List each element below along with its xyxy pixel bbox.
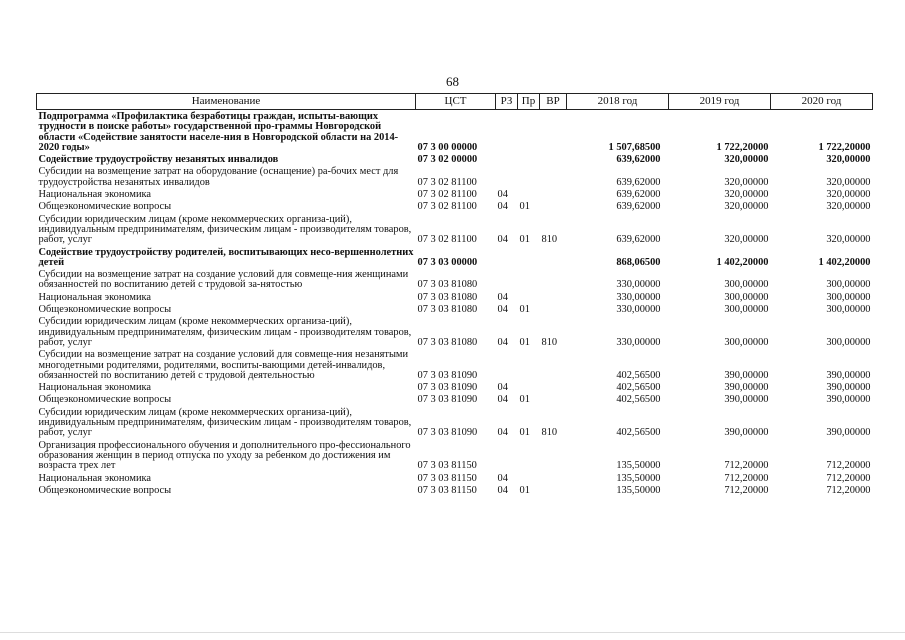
cell-name: Национальная экономика — [38, 382, 152, 394]
cell-y2020: 1 402,20000 — [818, 256, 871, 268]
cell-rz — [496, 165, 518, 188]
cell-y2019: 320,00000 — [724, 189, 769, 201]
cell-y2020: 320,00000 — [826, 201, 871, 213]
cell-y2019: 712,20000 — [724, 472, 769, 484]
table-row — [37, 381, 873, 393]
cell-name: Общеэкономические вопросы — [38, 484, 172, 496]
cell-vr: 810 — [541, 234, 558, 246]
cell-y2020: 300,00000 — [826, 304, 871, 316]
table-row — [37, 393, 873, 405]
cell-y2019: 390,00000 — [724, 382, 769, 394]
cell-vr — [540, 200, 567, 212]
cell-vr — [540, 381, 567, 393]
table-row — [37, 291, 873, 303]
table-row — [37, 406, 873, 439]
cell-cst: 07 3 03 81080 — [417, 336, 478, 348]
cell-rz — [496, 348, 518, 381]
cell-cst: 07 3 03 81150 — [417, 472, 477, 484]
cell-y2018: 639,62000 — [616, 201, 661, 213]
cell-name: Общеэкономические вопросы — [38, 304, 172, 316]
cell-vr — [540, 393, 567, 405]
cell-name: Субсидии на возмещение затрат на оборудование (оснащение) ра-бочих мест для трудоустройства незанятых инвалидов — [38, 166, 399, 188]
cell-name: Подпрограмма «Профилактика безработицы граждан, испыты-вающих трудности в поиске работы» государственной про-граммы Новгородской области «Содействие занятости населе-ния в Новгородской области на 2014-2020 годы» — [38, 111, 399, 153]
cell-y2018: 402,56500 — [616, 369, 661, 381]
cell-pr — [518, 165, 540, 188]
cell-vr — [540, 439, 567, 472]
cell-y2020: 712,20000 — [826, 460, 871, 472]
cell-pr: 01 — [519, 336, 530, 348]
cell-y2019: 300,00000 — [724, 291, 769, 303]
scan-edge-divider — [0, 632, 905, 633]
cell-y2019: 712,20000 — [724, 460, 769, 472]
cell-y2018: 402,56500 — [616, 394, 661, 406]
cell-vr — [540, 165, 567, 188]
cell-rz — [496, 153, 518, 165]
table-row — [37, 165, 873, 188]
header-rz: РЗ — [496, 94, 518, 110]
cell-pr — [518, 110, 540, 154]
cell-y2019: 320,00000 — [724, 176, 769, 188]
table-row — [37, 188, 873, 200]
table-row — [37, 484, 873, 496]
cell-y2020: 300,00000 — [826, 336, 871, 348]
cell-pr — [518, 472, 540, 484]
cell-vr — [540, 110, 567, 154]
cell-y2020: 390,00000 — [826, 382, 871, 394]
cell-y2020: 300,00000 — [826, 279, 871, 291]
cell-pr — [518, 439, 540, 472]
cell-name: Субсидии юридическим лицам (кроме некоммерческих организа-ций), индивидуальным предпринимателям, физическим лицам - производителям товаров, работ, услуг — [38, 316, 412, 348]
cell-name: Организация профессионального обучения и дополнительного про-фессионального образования женщин в период отпуска по уходу за ребенком до достижения им возраста трех лет — [38, 439, 411, 472]
header-2019: 2019 год — [669, 94, 771, 110]
cell-y2020: 320,00000 — [826, 176, 871, 188]
cell-vr — [540, 246, 567, 269]
cell-y2020: 390,00000 — [826, 394, 871, 406]
cell-rz: 04 — [497, 427, 508, 439]
cell-pr: 01 — [519, 234, 530, 246]
table-row — [37, 200, 873, 212]
cell-y2019: 390,00000 — [724, 369, 769, 381]
cell-y2020: 1 722,20000 — [818, 141, 871, 153]
cell-rz — [496, 439, 518, 472]
header-cst: ЦСТ — [416, 94, 496, 110]
cell-y2018: 402,56500 — [616, 427, 661, 439]
cell-rz: 04 — [497, 484, 508, 496]
cell-y2019: 1 402,20000 — [716, 256, 769, 268]
table-row — [37, 439, 873, 472]
cell-y2018: 135,50000 — [616, 472, 661, 484]
cell-cst: 07 3 03 81080 — [417, 279, 478, 291]
cell-pr — [518, 268, 540, 291]
table-row — [37, 153, 873, 165]
cell-rz — [496, 110, 518, 154]
cell-rz: 04 — [497, 304, 508, 316]
cell-name: Субсидии юридическим лицам (кроме некоммерческих организа-ций), индивидуальным предпринимателям, физическим лицам - производителям товаров, работ, услуг — [38, 406, 412, 439]
cell-cst: 07 3 00 00000 — [417, 141, 478, 153]
cell-cst: 07 3 03 00000 — [417, 256, 478, 268]
cell-cst: 07 3 02 81100 — [417, 176, 477, 188]
cell-pr: 01 — [519, 394, 530, 406]
cell-name: Содействие трудоустройству незанятых инвалидов — [38, 154, 279, 166]
table-header-row — [37, 94, 873, 110]
cell-vr — [540, 484, 567, 496]
cell-rz: 04 — [497, 291, 508, 303]
cell-y2019: 300,00000 — [724, 336, 769, 348]
cell-vr — [540, 291, 567, 303]
cell-name: Субсидии на возмещение затрат на создание условий для совмеще-ния незанятыми многодетными родителями, родителями, воспиты-вающими детей-инвалидов, обязанностей по воспитанию детей с трудовой деятельностью — [38, 349, 409, 381]
cell-y2018: 1 507,68500 — [608, 141, 661, 153]
cell-vr — [540, 268, 567, 291]
cell-y2020: 712,20000 — [826, 484, 871, 496]
cell-y2020: 320,00000 — [826, 154, 871, 166]
table-body — [37, 110, 873, 497]
cell-name: Субсидии на возмещение затрат на создание условий для совмеще-ния женщинами обязанностей по воспитанию детей с трудовой за-нятостью — [38, 269, 409, 291]
cell-name: Субсидии юридическим лицам (кроме некоммерческих организа-ций), индивидуальным предпринимателям, физическим лицам - производителям товаров, работ, услуг — [38, 213, 412, 246]
cell-rz — [496, 268, 518, 291]
cell-pr: 01 — [519, 201, 530, 213]
cell-rz: 04 — [497, 189, 508, 201]
cell-y2018: 135,50000 — [616, 484, 661, 496]
table-row — [37, 246, 873, 269]
cell-pr — [518, 153, 540, 165]
cell-rz: 04 — [497, 394, 508, 406]
cell-pr — [518, 188, 540, 200]
cell-pr: 01 — [519, 304, 530, 316]
cell-cst: 07 3 02 81100 — [417, 189, 477, 201]
page-number: 68 — [446, 74, 459, 89]
cell-name: Национальная экономика — [38, 291, 152, 303]
cell-y2019: 390,00000 — [724, 427, 769, 439]
cell-pr — [518, 291, 540, 303]
cell-cst: 07 3 03 81080 — [417, 291, 478, 303]
cell-name: Содействие трудоустройству родителей, воспитывающих несо-вершеннолетних детей — [38, 246, 414, 268]
cell-y2020: 300,00000 — [826, 291, 871, 303]
cell-cst: 07 3 03 81080 — [417, 304, 478, 316]
cell-rz: 04 — [497, 234, 508, 246]
cell-y2019: 1 722,20000 — [716, 141, 769, 153]
cell-vr — [540, 303, 567, 315]
cell-pr — [518, 246, 540, 269]
table-row — [37, 303, 873, 315]
cell-y2018: 330,00000 — [616, 291, 661, 303]
cell-y2020: 712,20000 — [826, 472, 871, 484]
table-row — [37, 315, 873, 348]
cell-vr — [540, 348, 567, 381]
table-row — [37, 348, 873, 381]
cell-rz: 04 — [497, 336, 508, 348]
table-row — [37, 213, 873, 246]
cell-y2019: 712,20000 — [724, 484, 769, 496]
cell-y2019: 320,00000 — [724, 154, 769, 166]
cell-rz: 04 — [497, 201, 508, 213]
cell-cst: 07 3 02 81100 — [417, 234, 477, 246]
cell-y2018: 402,56500 — [616, 382, 661, 394]
cell-y2019: 320,00000 — [724, 234, 769, 246]
cell-cst: 07 3 03 81090 — [417, 369, 478, 381]
cell-y2019: 300,00000 — [724, 279, 769, 291]
cell-y2018: 639,62000 — [616, 154, 661, 166]
cell-rz: 04 — [497, 472, 508, 484]
cell-y2020: 390,00000 — [826, 427, 871, 439]
cell-vr — [540, 153, 567, 165]
cell-y2018: 330,00000 — [616, 304, 661, 316]
cell-y2018: 639,62000 — [616, 176, 661, 188]
cell-y2019: 300,00000 — [724, 304, 769, 316]
budget-table — [36, 93, 873, 496]
cell-pr — [518, 348, 540, 381]
header-name: Наименование — [37, 94, 416, 110]
cell-name: Общеэкономические вопросы — [38, 201, 172, 213]
cell-y2018: 330,00000 — [616, 279, 661, 291]
cell-name: Национальная экономика — [38, 472, 152, 484]
cell-y2019: 320,00000 — [724, 201, 769, 213]
cell-y2018: 868,06500 — [616, 256, 661, 268]
cell-cst: 07 3 03 81090 — [417, 427, 478, 439]
table-row — [37, 268, 873, 291]
cell-y2018: 639,62000 — [616, 234, 661, 246]
header-2018: 2018 год — [567, 94, 669, 110]
cell-y2018: 639,62000 — [616, 189, 661, 201]
cell-vr: 810 — [541, 427, 558, 439]
cell-vr — [540, 472, 567, 484]
cell-cst: 07 3 03 81090 — [417, 382, 478, 394]
cell-cst: 07 3 02 81100 — [417, 201, 477, 213]
header-pr: Пр — [518, 94, 540, 110]
header-2020: 2020 год — [771, 94, 873, 110]
cell-pr — [518, 381, 540, 393]
cell-pr: 01 — [519, 427, 530, 439]
cell-cst: 07 3 03 81150 — [417, 460, 477, 472]
cell-pr: 01 — [519, 484, 530, 496]
cell-vr: 810 — [541, 336, 558, 348]
header-vr: ВР — [540, 94, 567, 110]
cell-cst: 07 3 03 81150 — [417, 484, 477, 496]
table-row — [37, 110, 873, 154]
cell-y2020: 320,00000 — [826, 189, 871, 201]
cell-rz — [496, 246, 518, 269]
cell-y2018: 330,00000 — [616, 336, 661, 348]
cell-y2020: 320,00000 — [826, 234, 871, 246]
cell-cst: 07 3 03 81090 — [417, 394, 478, 406]
table-row — [37, 472, 873, 484]
cell-y2019: 390,00000 — [724, 394, 769, 406]
cell-y2020: 390,00000 — [826, 369, 871, 381]
cell-name: Национальная экономика — [38, 189, 152, 201]
cell-rz: 04 — [497, 382, 508, 394]
cell-vr — [540, 188, 567, 200]
cell-cst: 07 3 02 00000 — [417, 154, 478, 166]
cell-name: Общеэкономические вопросы — [38, 394, 172, 406]
cell-y2018: 135,50000 — [616, 460, 661, 472]
